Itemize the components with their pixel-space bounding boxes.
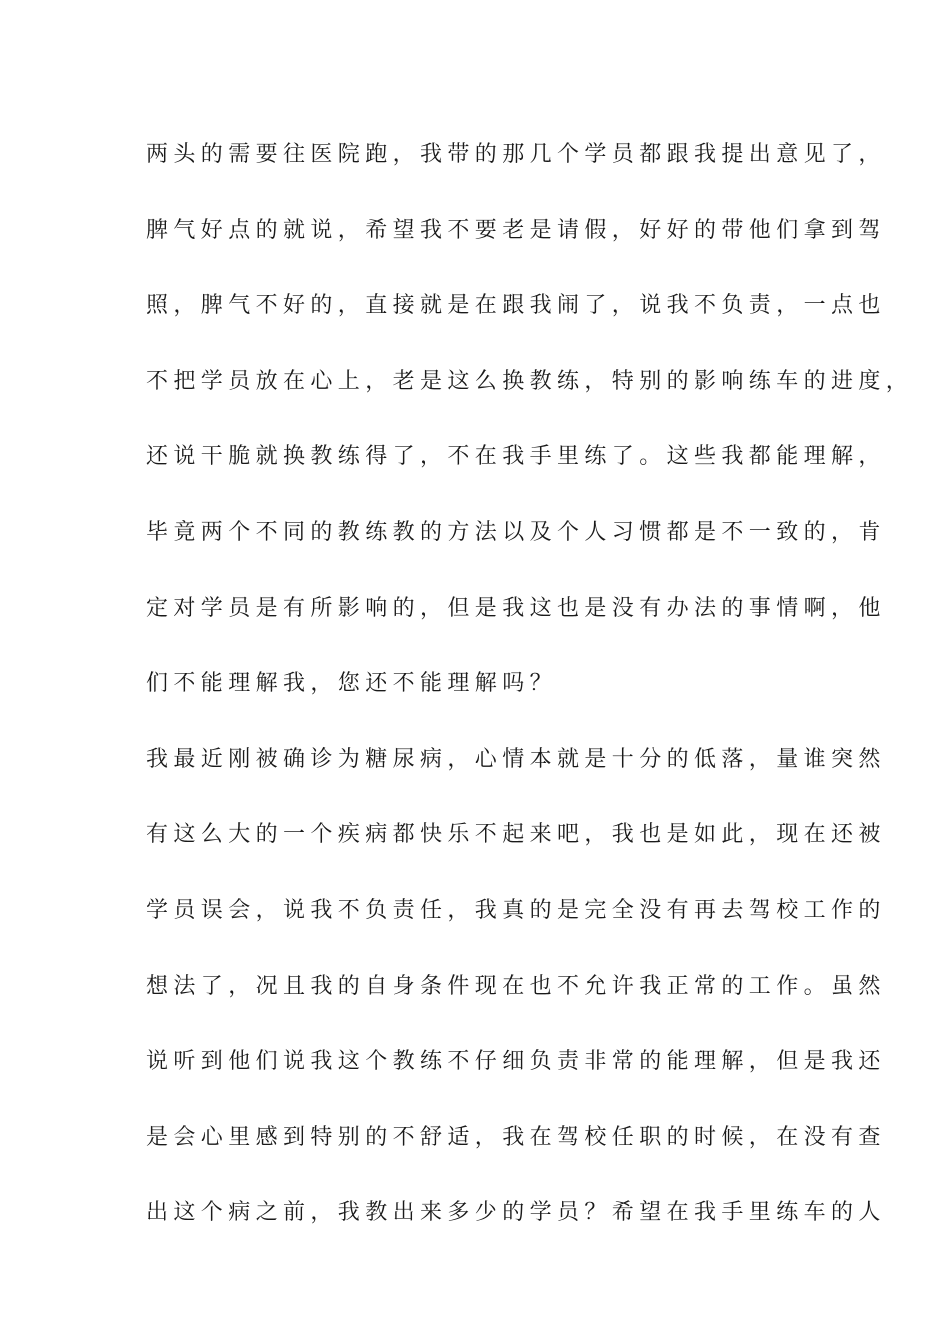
text-line: 学员误会，说我不负责任，我真的是完全没有再去驾校工作的 [146, 897, 886, 923]
text-line: 两头的需要往医院跑，我带的那几个学员都跟我提出意见了， [146, 142, 886, 167]
text-line: 脾气好点的就说，希望我不要老是请假，好好的带他们拿到驾 [146, 217, 886, 243]
text-line: 我最近刚被确诊为糖尿病，心情本就是十分的低落，量谁突然 [146, 746, 886, 772]
text-line: 出这个病之前，我教出来多少的学员？希望在我手里练车的人 [146, 1200, 886, 1226]
text-line: 们不能理解我，您还不能理解吗？ [146, 671, 558, 697]
text-line: 不把学员放在心上，老是这么换教练，特别的影响练车的进度， [146, 368, 914, 394]
text-line: 还说干脆就换教练得了，不在我手里练了。这些我都能理解， [146, 444, 886, 470]
text-line: 想法了，况且我的自身条件现在也不允许我正常的工作。虽然 [146, 973, 886, 999]
text-line: 是会心里感到特别的不舒适，我在驾校任职的时候，在没有查 [146, 1124, 886, 1150]
text-line: 有这么大的一个疾病都快乐不起来吧，我也是如此，现在还被 [146, 822, 886, 848]
text-line: 毕竟两个不同的教练教的方法以及个人习惯都是不一致的，肯 [146, 519, 886, 545]
body-text [146, 131, 914, 1265]
text-line: 照，脾气不好的，直接就是在跟我闹了，说我不负责，一点也 [146, 293, 886, 319]
text-line: 定对学员是有所影响的，但是我这也是没有办法的事情啊，他 [146, 595, 886, 621]
text-line: 说听到他们说我这个教练不仔细负责非常的能理解，但是我还 [146, 1049, 886, 1075]
